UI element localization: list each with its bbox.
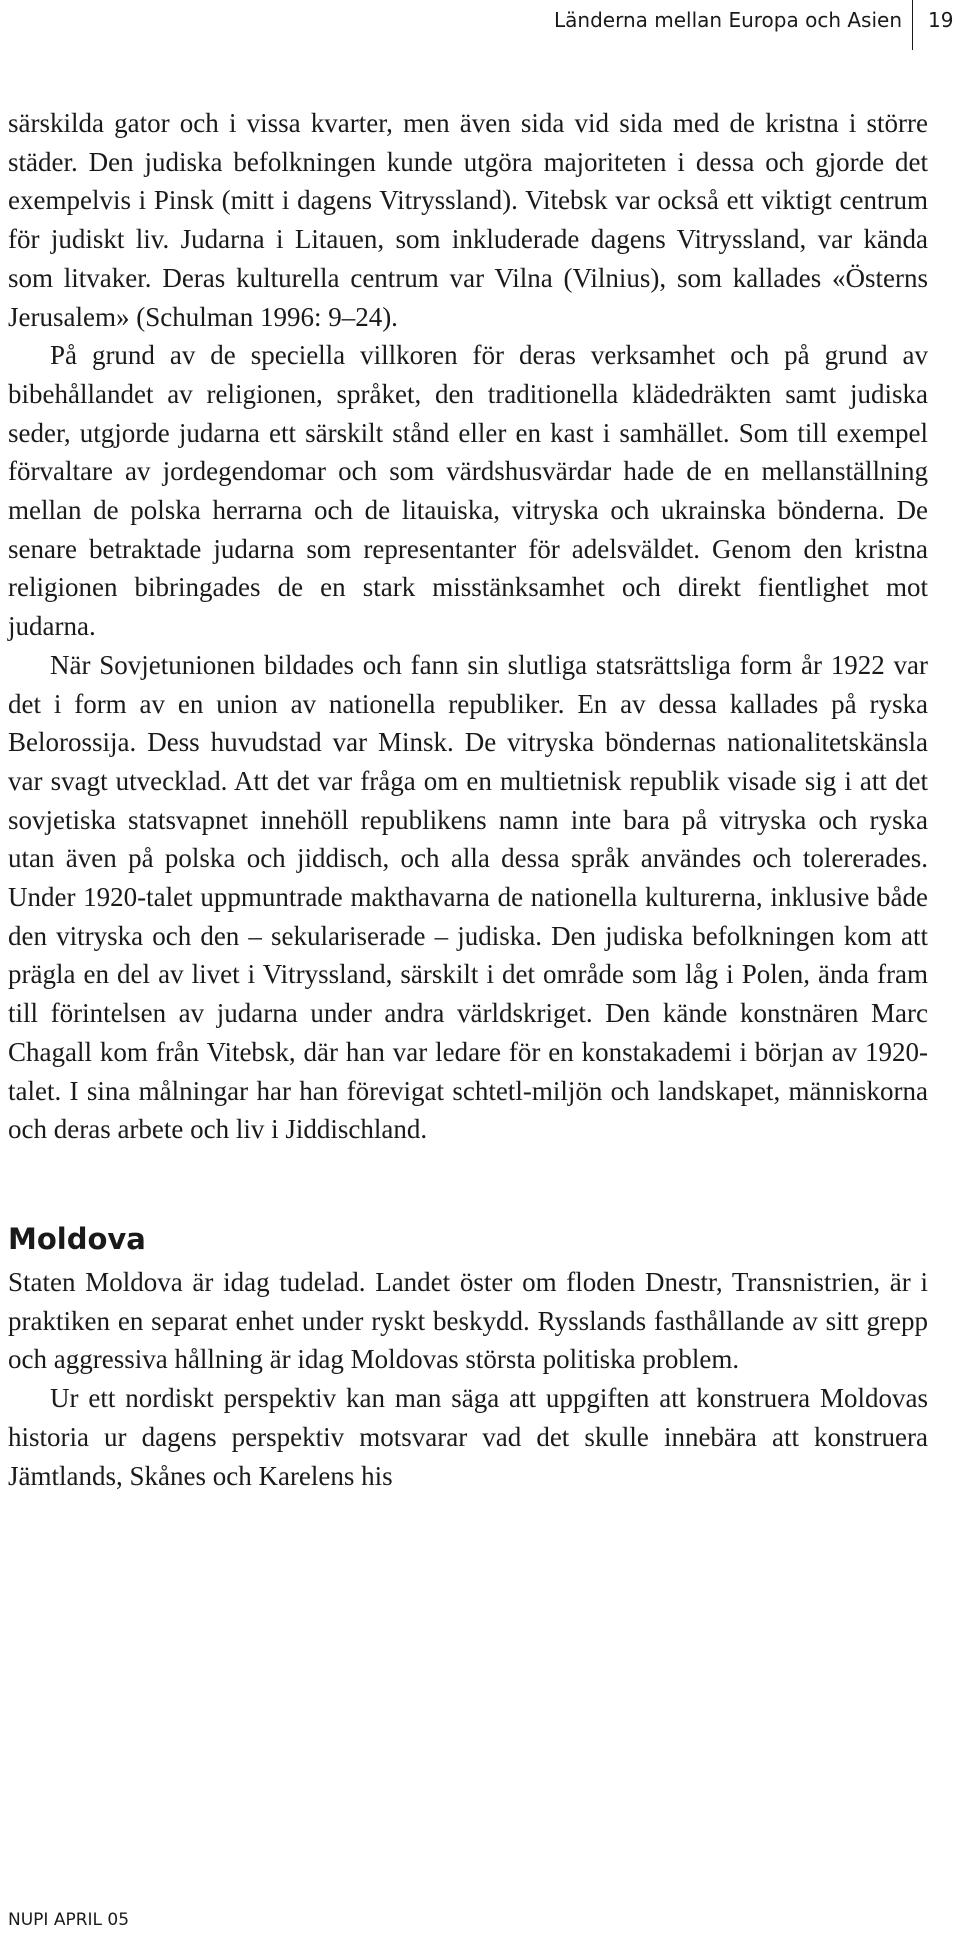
paragraph: Ur ett nordiskt perspektiv kan man säga att uppgiften att konstruera Moldovas historia ur dagens perspektiv motsvarar vad det skulle innebära att konstruera Jämtlands, Skånes och Karelens his bbox=[8, 1383, 928, 1491]
running-title: Länderna mellan Europa och Asien bbox=[554, 8, 902, 32]
paragraph: På grund av de speciella villkoren för deras verksamhet och på grund av bibehållandet av religionen, språket, den traditionella klädedräkten samt judiska seder, utgjorde judarna ett särskilt stånd eller en kast i samhället. Som till exempel förvaltare av jordegendomar och som värdshusvärdar hade de en mellanställning mellan de polska herrarna och de litauiska, vitryska och ukrainska bönderna. De senare betraktade judarna som representanter för adelsväldet. Genom den kristna religionen bibringades de en stark misstänksamhet och direkt fientlighet mot judarna. bbox=[8, 340, 928, 642]
header-divider bbox=[912, 0, 913, 50]
paragraph: När Sovjetunionen bildades och fann sin slutliga statsrättsliga form år 1922 var det i form av en union av nationella republiker. En av dessa kallades på ryska Belorossija. Dess huvudstad var Minsk. De vitryska böndernas nationalitetskänsla var svagt utvecklad. Att det var fråga om en multietnisk republik visade sig i att det sovjetiska statsvapnet innehöll republikens namn inte bara på vitryska och ryska utan även på polska och jiddisch, och alla dessa språk användes och tolererades. Under 1920-talet uppmuntrade makthavarna de nationella kulturerna, inklusive både den vitryska och den – sekulariserade – judiska. Den judiska befolkningen kom att prägla en del av livet i Vitryssland, särskilt i det område som låg i Polen, ända fram till förintelsen av judarna under andra världskriget. Den kände konstnären Marc Chagall kom från Vitebsk, där han var ledare för en konstakademi i början av 1920-talet. I sina målningar har han förevigat schtetl-miljön och landskapet, människorna och deras arbete och liv i Jiddischland. bbox=[8, 649, 928, 1145]
page-footer: NUPI APRIL 05 bbox=[8, 1910, 130, 1930]
paragraph: Staten Moldova är idag tudelad. Landet öster om floden Dnestr, Transnistrien, är i praktiken en separat enhet under ryskt beskydd. Rysslands fasthållande av sitt grepp och aggressiva hållning är idag Moldovas största politiska problem. bbox=[8, 1266, 928, 1375]
running-header bbox=[0, 0, 960, 60]
paragraph: särskilda gator och i vissa kvarter, men även sida vid sida med de kristna i större städer. Den judiska befolkningen kunde utgöra majoriteten i dessa och gjorde det exempelvis i Pinsk (mitt i dagens Vitryssland). Vitebsk var också ett viktigt centrum för judiskt liv. Judarna i Litauen, som inkluderade dagens Vitryssland, var kända som litvaker. Deras kulturella centrum var Vilna (Vilnius), som kallades «Österns Jerusalem» (Schulman 1996: 9–24). bbox=[8, 108, 928, 332]
section-heading: Moldova bbox=[8, 1221, 146, 1256]
page-number: 19 bbox=[928, 8, 954, 32]
body-text bbox=[8, 104, 928, 1495]
